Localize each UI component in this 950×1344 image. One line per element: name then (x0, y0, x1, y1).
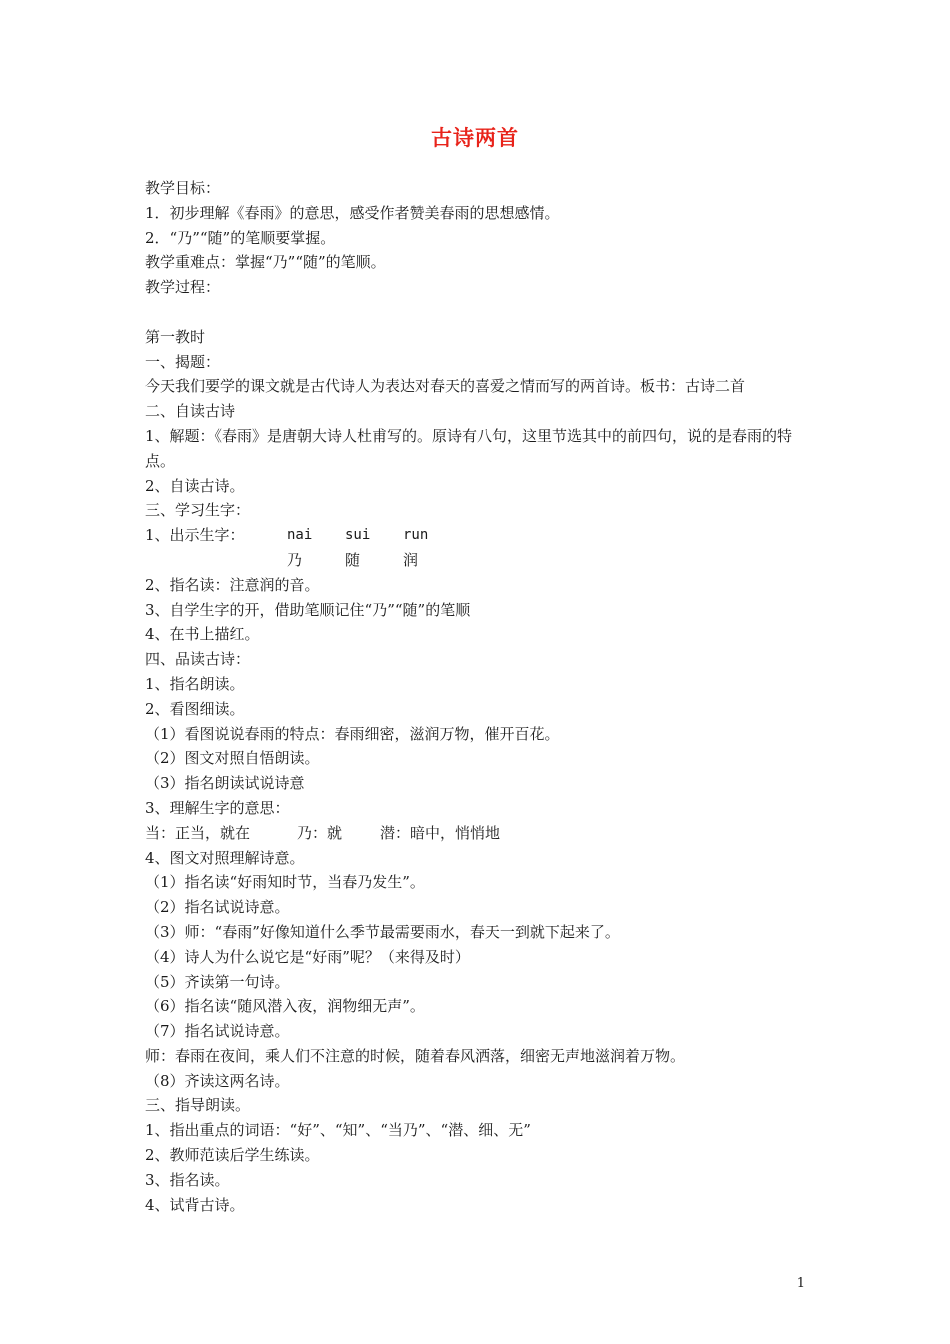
pinyin-item: sui (345, 527, 371, 544)
text-line: 1、指名朗读。 (145, 674, 245, 693)
blank-line (145, 300, 815, 325)
text-line: 1．初步理解《春雨》的意思，感受作者赞美春雨的思想感情。 (145, 203, 560, 222)
text-line: 1、指出重点的词语：“好”、“知”、“当乃”、“潜、细、无” (145, 1121, 531, 1140)
text-line: （4）诗人为什么说它是“好雨”呢？（来得及时） (145, 947, 470, 966)
text-paragraph: 1、解题：《春雨》是唐朝大诗人杜甫写的。原诗有八句，这里节选其中的前四句，说的是春雨的特点。 (145, 426, 793, 470)
text-line: 3、理解生字的意思： (145, 798, 290, 817)
text-line: 2、指名读：注意润的音。 (145, 575, 320, 594)
pinyin-item: nai (287, 527, 313, 544)
text-line: 三、学习生字： (145, 501, 251, 520)
text-line: （5）齐读第一句诗。 (145, 972, 290, 991)
text-line: 今天我们要学的课文就是古代诗人为表达对春天的喜爱之情而写的两首诗。板书：古诗二首 (145, 377, 746, 396)
text-line: 师：春雨在夜间，乘人们不注意的时候，随着春风洒落，细密无声地滋润着万物。 (145, 1046, 686, 1065)
text-line: （6）指名读“随风潜入夜，润物细无声”。 (145, 997, 425, 1016)
text-line: 教学重难点：掌握“乃”“随”的笔顺。 (145, 253, 386, 272)
meaning-row (145, 821, 815, 846)
text-line: 2．“乃”“随”的笔顺要掌握。 (145, 228, 336, 247)
text-line: （7）指名试说诗意。 (145, 1022, 290, 1041)
meaning-item: 潜：暗中，悄悄地 (380, 823, 501, 842)
char-list-label: 1、出示生字： (145, 526, 245, 545)
text-line: （2）图文对照自悟朗读。 (145, 749, 320, 768)
text-line: 二、自读古诗 (145, 402, 236, 421)
text-line: 三、指导朗读。 (145, 1096, 251, 1115)
char-item: 润 (403, 550, 419, 569)
text-line: 教学过程： (145, 278, 221, 297)
meaning-item: 当：正当，就在 (145, 823, 251, 842)
text-line: 四、品读古诗： (145, 650, 251, 669)
text-line: 4、图文对照理解诗意。 (145, 848, 305, 867)
text-line: （3）师：“春雨”好像知道什么季节最需要雨水，春天一到就下起来了。 (145, 922, 620, 941)
page-number: 1 (796, 1276, 805, 1291)
page-title: 古诗两首 (431, 126, 519, 150)
char-item: 乃 (287, 550, 303, 569)
pinyin-row (145, 523, 815, 548)
char-row (145, 548, 815, 573)
text-line: 2、看图细读。 (145, 699, 245, 718)
text-line: 2、教师范读后学生练读。 (145, 1146, 320, 1165)
text-line: 4、试背古诗。 (145, 1195, 245, 1214)
pinyin-item: run (403, 527, 429, 544)
text-line: 2、自读古诗。 (145, 476, 245, 495)
text-line: （1）看图说说春雨的特点：春雨细密，滋润万物，催开百花。 (145, 724, 560, 743)
text-line: 3、指名读。 (145, 1170, 230, 1189)
meaning-item: 乃：就 (297, 823, 343, 842)
text-line: 一、揭题： (145, 352, 221, 371)
text-line: （3）指名朗读试说诗意 (145, 774, 305, 793)
text-line: 教学目标： (145, 179, 221, 197)
document-body (145, 176, 815, 1217)
text-line: （1）指名读“好雨知时节，当春乃发生”。 (145, 873, 425, 892)
text-line: （8）齐读这两名诗。 (145, 1071, 290, 1090)
char-item: 随 (345, 550, 361, 569)
text-line: 4、在书上描红。 (145, 625, 260, 644)
text-line: 3、自学生字的开，借助笔顺记住“乃”“随”的笔顺 (145, 600, 471, 619)
section-heading: 第一教时 (145, 327, 206, 346)
text-line: （2）指名试说诗意。 (145, 898, 290, 917)
